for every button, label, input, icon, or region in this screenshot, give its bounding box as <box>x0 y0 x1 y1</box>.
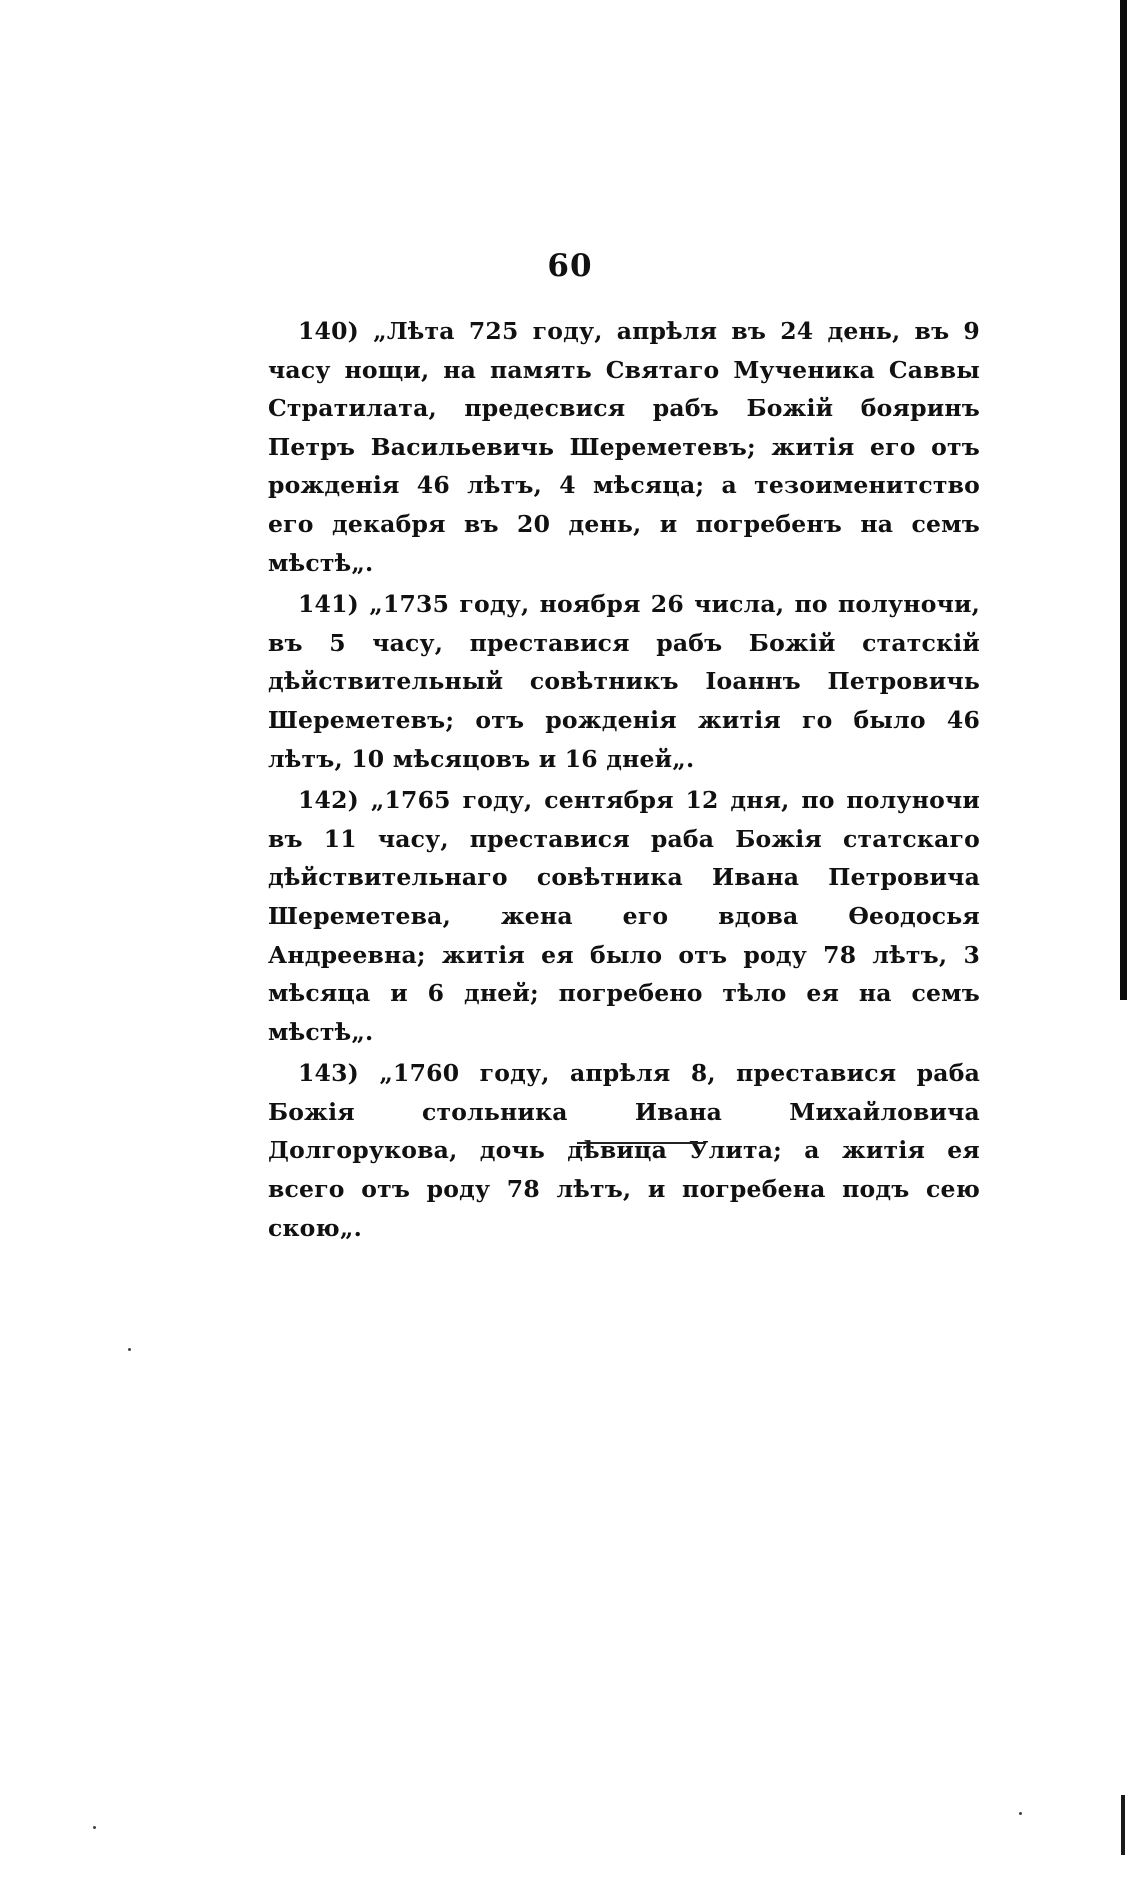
scan-speck <box>1019 1812 1022 1815</box>
page-body <box>268 312 980 1247</box>
scan-speck <box>128 1348 131 1351</box>
entry-141: 141) „1735 году, ноября 26 числа, по полуночи, въ 5 часу, преставися рабъ Божій статскій дѣйствительный совѣтникъ Іоаннъ Петровичь Шереметевъ; отъ рожденія житія го было 46 лѣтъ, 10 мѣсяцовъ и 16 дней„. <box>268 590 980 773</box>
page-edge-shadow <box>1120 0 1127 1000</box>
entry-143: 143) „1760 году, апрѣля 8, преставися раба Божія стольника Ивана Михайловича Долгорукова, дочь дѣвица Улита; а житія ея всего отъ роду 78 лѣтъ, и погребена подъ сею скою„. <box>268 1059 980 1242</box>
page-number: 60 <box>547 248 593 284</box>
end-divider <box>577 1142 705 1144</box>
page-edge-shadow-bottom <box>1121 1795 1125 1855</box>
entry-140: 140) „Лѣта 725 году, апрѣля въ 24 день, въ 9 часу нощи, на память Святаго Мученика Саввы Стратилата, предесвися рабъ Божій бояринъ Петръ Васильевичь Шереметевъ; житія его отъ рожденія 46 лѣтъ, 4 мѣсяца; а тезоименитство его декабря въ 20 день, и погребенъ на семъ мѣстѣ„. <box>268 317 980 577</box>
entry-142: 142) „1765 году, сентября 12 дня, по полуночи въ 11 часу, преставися раба Божія статскаго дѣйствительнаго совѣтника Ивана Петровича Шереметева, жена его вдова Ѳеодосья Андреевна; житія ея было отъ роду 78 лѣтъ, 3 мѣсяца и 6 дней; погребено тѣло ея на семъ мѣстѣ„. <box>268 786 980 1046</box>
scan-speck <box>93 1826 96 1829</box>
